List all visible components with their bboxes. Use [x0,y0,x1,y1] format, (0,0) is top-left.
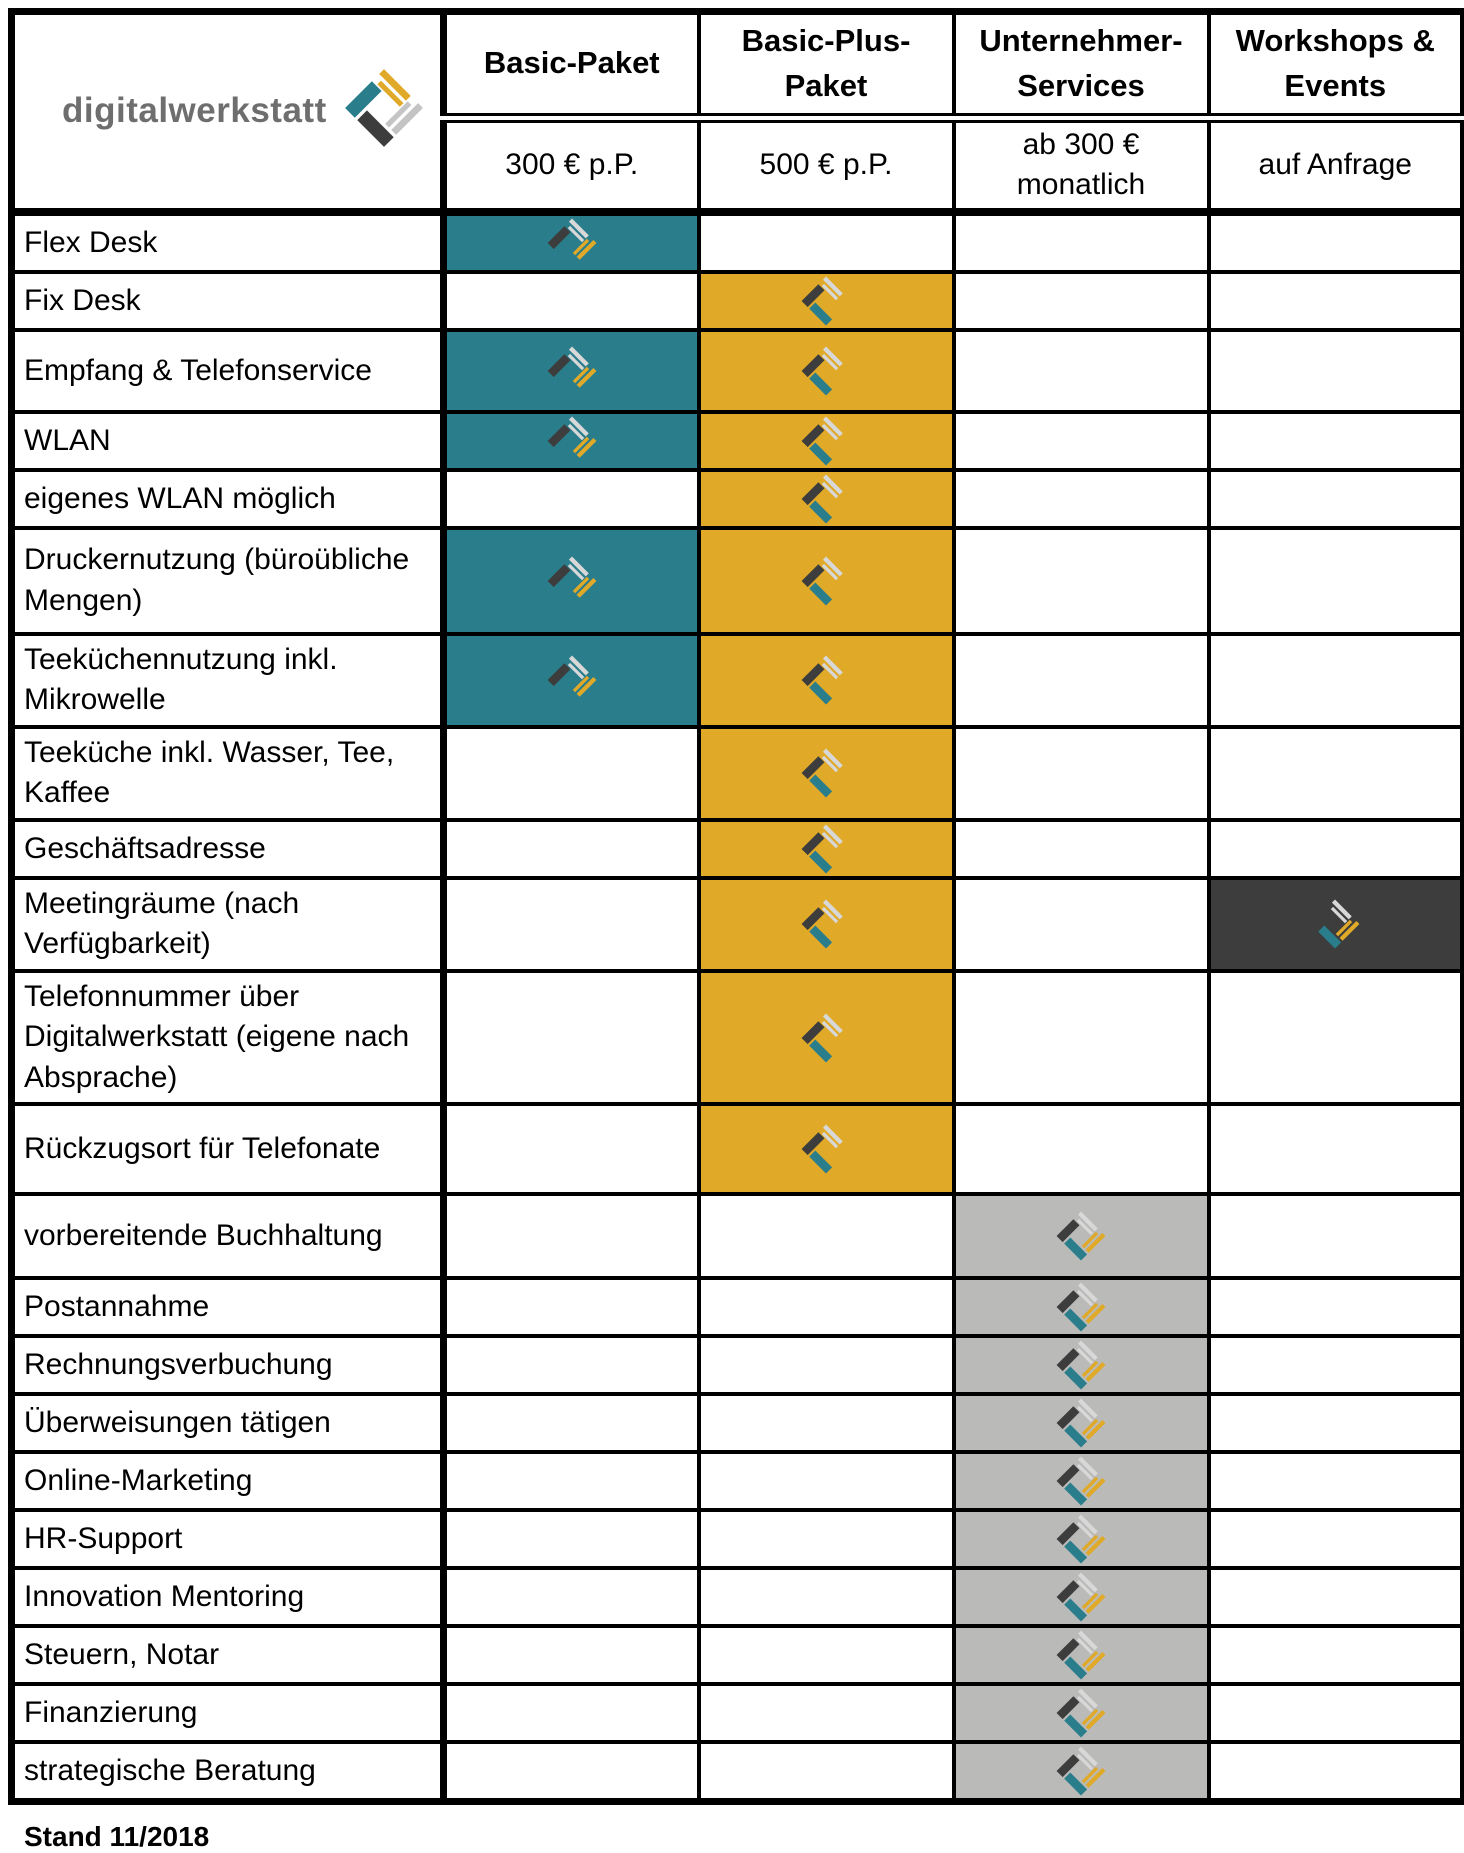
table-row [12,634,1464,727]
row-label: WLAN [12,412,444,470]
feature-cell-empty [699,1568,954,1626]
brand-cell [12,12,444,212]
table-row [12,1684,1464,1742]
feature-included-icon [799,653,853,707]
feature-cell-empty [954,470,1209,528]
feature-cell-empty [444,1194,699,1278]
table-row [12,1394,1464,1452]
row-label: Innovation Mentoring [12,1568,444,1626]
feature-cell-empty [699,1626,954,1684]
feature-cell-included [699,1104,954,1194]
digitalwerkstatt-logo-icon [341,65,427,151]
feature-cell-included [699,971,954,1105]
column-header-basic-plus-paket: Basic-Plus-Paket [699,12,954,118]
brand-logo [16,71,439,151]
feature-cell-empty [699,1742,954,1802]
feature-cell-included [699,634,954,727]
table-row [12,330,1464,412]
column-header-unternehmer-services: Unternehmer-Services [954,12,1209,118]
feature-cell-included [954,1394,1209,1452]
feature-rows [12,212,1464,1802]
feature-cell-empty [1209,971,1464,1105]
feature-cell-empty [444,1278,699,1336]
package-name-row [12,12,1464,118]
table-row [12,1452,1464,1510]
feature-included-icon [1054,1280,1108,1334]
table-row [12,412,1464,470]
feature-cell-included [954,1568,1209,1626]
feature-cell-empty [699,1452,954,1510]
feature-cell-empty [444,878,699,971]
feature-cell-empty [1209,1742,1464,1802]
feature-included-icon [799,1011,853,1065]
feature-cell-empty [1209,272,1464,330]
table-row [12,971,1464,1105]
row-label: Rechnungsverbuchung [12,1336,444,1394]
pricing-table [8,8,1464,1805]
feature-cell-included [954,1510,1209,1568]
price-workshops-events: auf Anfrage [1209,118,1464,212]
feature-cell-empty [444,1510,699,1568]
feature-cell-empty [1209,1684,1464,1742]
feature-cell-empty [1209,820,1464,878]
feature-cell-empty [444,971,699,1105]
row-label: Postannahme [12,1278,444,1336]
feature-included-icon [1054,1686,1108,1740]
feature-cell-empty [954,820,1209,878]
row-label: Teeküche inkl. Wasser, Tee, Kaffee [12,727,444,820]
row-label: strategische Beratung [12,1742,444,1802]
feature-cell-empty [1209,727,1464,820]
feature-cell-empty [954,330,1209,412]
feature-cell-empty [444,1568,699,1626]
table-row [12,528,1464,634]
feature-included-icon [1054,1209,1108,1263]
table-row [12,272,1464,330]
feature-cell-empty [954,272,1209,330]
feature-cell-empty [444,1684,699,1742]
feature-cell-empty [699,1394,954,1452]
feature-cell-included [444,212,699,272]
feature-cell-empty [444,1336,699,1394]
feature-cell-included [699,272,954,330]
table-row [12,727,1464,820]
table-row [12,212,1464,272]
feature-cell-included [699,412,954,470]
feature-cell-included [699,330,954,412]
row-label: vorbereitende Buchhaltung [12,1194,444,1278]
row-label: Meetingräume (nach Verfügbarkeit) [12,878,444,971]
row-label: Flex Desk [12,212,444,272]
feature-cell-included [954,1194,1209,1278]
feature-cell-empty [1209,330,1464,412]
feature-included-icon [545,344,599,398]
feature-cell-included [699,878,954,971]
footer-date-stamp: Stand 11/2018 [24,1821,210,1853]
feature-cell-empty [1209,212,1464,272]
feature-cell-included [444,330,699,412]
column-header-workshops-events: Workshops & Events [1209,12,1464,118]
feature-included-icon [1054,1570,1108,1624]
feature-cell-empty [1209,1104,1464,1194]
brand-wordmark: digitalwerkstatt [62,91,327,131]
row-label: Rückzugsort für Telefonate [12,1104,444,1194]
feature-cell-empty [1209,1452,1464,1510]
feature-included-icon [1054,1338,1108,1392]
feature-included-icon [545,554,599,608]
feature-cell-empty [1209,1510,1464,1568]
table-row [12,1336,1464,1394]
feature-included-icon [799,274,853,328]
feature-included-icon [799,344,853,398]
feature-cell-empty [1209,1194,1464,1278]
feature-cell-empty [1209,412,1464,470]
feature-cell-empty [699,1194,954,1278]
table-header [12,12,1464,212]
feature-included-icon [1054,1744,1108,1798]
feature-included-icon [1308,897,1362,951]
feature-included-icon [1054,1512,1108,1566]
row-label: Empfang & Telefonservice [12,330,444,412]
feature-included-icon [799,1122,853,1176]
feature-included-icon [799,822,853,876]
row-label: Fix Desk [12,272,444,330]
feature-cell-included [954,1278,1209,1336]
feature-included-icon [545,414,599,468]
row-label: HR-Support [12,1510,444,1568]
feature-included-icon [799,554,853,608]
feature-cell-empty [444,1452,699,1510]
feature-cell-empty [699,212,954,272]
feature-cell-included [954,1742,1209,1802]
price-unternehmer-services: ab 300 € monatlich [954,118,1209,212]
feature-cell-included [954,1452,1209,1510]
feature-included-icon [1054,1454,1108,1508]
table-row [12,1626,1464,1684]
price-basic-plus-paket: 500 € p.P. [699,118,954,212]
column-header-basic-paket: Basic-Paket [444,12,699,118]
table-row [12,1104,1464,1194]
table-row [12,1194,1464,1278]
feature-cell-included [699,470,954,528]
table-row [12,878,1464,971]
feature-cell-included [444,528,699,634]
row-label: Steuern, Notar [12,1626,444,1684]
feature-cell-included [1209,878,1464,971]
feature-included-icon [545,216,599,270]
feature-cell-empty [1209,1278,1464,1336]
feature-cell-empty [444,1742,699,1802]
feature-cell-empty [444,820,699,878]
feature-cell-included [699,820,954,878]
feature-cell-empty [1209,1394,1464,1452]
feature-included-icon [799,897,853,951]
feature-cell-empty [444,1626,699,1684]
feature-cell-empty [954,1104,1209,1194]
row-label: Finanzierung [12,1684,444,1742]
feature-included-icon [1054,1628,1108,1682]
feature-cell-empty [444,727,699,820]
table-row [12,1510,1464,1568]
feature-cell-empty [1209,1568,1464,1626]
feature-cell-empty [1209,634,1464,727]
feature-cell-included [444,634,699,727]
feature-cell-included [954,1626,1209,1684]
feature-cell-empty [699,1278,954,1336]
row-label: Online-Marketing [12,1452,444,1510]
table-row [12,1278,1464,1336]
feature-cell-included [954,1336,1209,1394]
feature-cell-empty [1209,528,1464,634]
table-row [12,470,1464,528]
feature-cell-empty [954,528,1209,634]
feature-cell-empty [699,1510,954,1568]
feature-cell-empty [1209,470,1464,528]
feature-cell-included [954,1684,1209,1742]
table-row [12,1568,1464,1626]
feature-cell-empty [954,212,1209,272]
feature-cell-included [699,528,954,634]
feature-cell-empty [954,634,1209,727]
feature-cell-empty [699,1684,954,1742]
feature-cell-empty [1209,1626,1464,1684]
feature-cell-empty [444,1394,699,1452]
feature-cell-empty [954,878,1209,971]
table-row [12,820,1464,878]
feature-cell-empty [1209,1336,1464,1394]
feature-included-icon [799,472,853,526]
row-label: Teeküchennutzung inkl. Mikrowelle [12,634,444,727]
table-row [12,1742,1464,1802]
feature-cell-empty [699,1336,954,1394]
feature-included-icon [799,414,853,468]
row-label: Geschäftsadresse [12,820,444,878]
row-label: eigenes WLAN möglich [12,470,444,528]
feature-included-icon [545,653,599,707]
feature-cell-included [444,412,699,470]
feature-cell-empty [954,412,1209,470]
feature-cell-empty [444,470,699,528]
feature-cell-empty [444,272,699,330]
row-label: Telefonnummer über Digitalwerkstatt (eigene nach Absprache) [12,971,444,1105]
feature-included-icon [799,746,853,800]
row-label: Überweisungen tätigen [12,1394,444,1452]
feature-included-icon [1054,1396,1108,1450]
feature-cell-empty [444,1104,699,1194]
feature-cell-empty [954,727,1209,820]
feature-cell-empty [954,971,1209,1105]
price-basic-paket: 300 € p.P. [444,118,699,212]
feature-cell-included [699,727,954,820]
row-label: Druckernutzung (büroübliche Mengen) [12,528,444,634]
